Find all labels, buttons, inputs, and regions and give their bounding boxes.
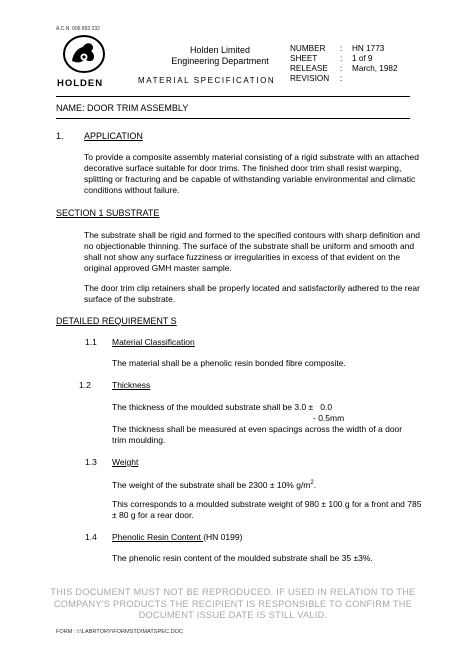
acn-number: A.C.N. 006 893 232 xyxy=(56,26,100,32)
item-title-row xyxy=(112,532,242,543)
item-text-2 xyxy=(112,499,426,521)
meta-sep: : xyxy=(340,64,343,73)
name-divider xyxy=(56,118,410,119)
form-path: FORM : I:\LABRTORY\FORMSTD\MATSPEC.DOC xyxy=(56,629,184,635)
tolerance-lower: - 0.5mm xyxy=(313,413,345,423)
logo-wordmark: HOLDEN xyxy=(57,78,104,89)
application-heading: APPLICATION xyxy=(84,131,143,141)
meta-value: March, 1982 xyxy=(352,64,398,73)
meta-key: SHEET xyxy=(290,54,318,63)
item-number: 1.1 xyxy=(85,337,97,347)
item-text: The material shall be a phenolic resin bonded fibre composite. xyxy=(112,358,346,368)
department-name: Engineering Department xyxy=(171,56,269,66)
item-title-ref: (HN 0199) xyxy=(203,532,243,542)
company-block xyxy=(150,45,290,67)
application-number: 1. xyxy=(56,131,64,141)
reproduction-warning: THIS DOCUMENT MUST NOT BE REPRODUCED. IF USED IN RELATION TO THE COMPANY'S PRODUCTS THE RECIPIENT IS RESPONSIBLE TO CONFIRM THE DOCUMENT ISSUE DATE IS STILL VALID. xyxy=(50,587,416,620)
meta-row-release xyxy=(290,64,398,74)
document-name: NAME: DOOR TRIM ASSEMBLY xyxy=(56,103,189,113)
meta-key: REVISION xyxy=(290,74,330,83)
weight-text: The weight of the substrate shall be 2300 ± 10% g/m xyxy=(112,479,311,490)
item-title: Material Classification xyxy=(112,337,195,347)
company-name: Holden Limited xyxy=(189,45,251,55)
section1-para2: The door trim clip retainers shall be properly located and satisfactorily adhered to the rear surface of the substrate. xyxy=(84,283,420,304)
weight-tail: . xyxy=(313,479,317,490)
section1-para1: The substrate shall be rigid and formed to the specified contours with sharp definition and no objectionable thinning. The surface of the substrate shall be uniform and smooth and shall not show any surface fuzziness or irregularities in excess of that evident on the original approved GMH master sample. xyxy=(84,230,420,273)
detailed-heading: DETAILED REQUIREMENT S xyxy=(56,316,177,326)
meta-key: NUMBER xyxy=(290,44,326,53)
item-number: 1.3 xyxy=(85,457,97,467)
document-meta xyxy=(290,44,398,84)
meta-row-sheet xyxy=(290,54,398,64)
header-divider xyxy=(56,96,410,97)
item-title: Thickness xyxy=(112,380,151,390)
weight-exponent: 2 xyxy=(310,480,314,486)
meta-sep: : xyxy=(340,54,343,63)
meta-row-revision xyxy=(290,74,398,84)
item-text: The thickness of the moulded substrate shall be 3.0 ± 0.0 xyxy=(112,402,333,412)
item-title: Weight xyxy=(112,457,139,467)
meta-value: 1 of 9 xyxy=(352,54,373,63)
meta-key: RELEASE xyxy=(290,64,328,73)
spec-title: MATERIAL SPECIFICATION xyxy=(138,76,276,85)
item-title: Phenolic Resin Content xyxy=(112,532,204,542)
item-text xyxy=(112,478,316,491)
meta-sep: : xyxy=(340,74,343,83)
section1-heading: SECTION 1 SUBSTRATE xyxy=(56,208,160,218)
item-number: 1.2 xyxy=(79,380,91,390)
holden-lion-logo-icon xyxy=(63,35,105,73)
item-text-2: The thickness shall be measured at even spacings across the width of a door trim moulding. xyxy=(112,424,403,445)
weight-correspondence: This corresponds to a moulded substrate weight of 980 ± 100 g for a front and 785 ± 80 g for a rear door. xyxy=(112,499,422,520)
item-text: The phenolic resin content of the moulded substrate shall be 35 ±3%. xyxy=(112,553,373,563)
meta-sep: : xyxy=(340,44,343,53)
item-number: 1.4 xyxy=(85,532,97,542)
meta-value: HN 1773 xyxy=(352,44,385,53)
application-text: To provide a composite assembly material consisting of a rigid substrate with an attached decorative surface suitable for door trims. The finished door trim shall resist warping, splitting or fracturing and be capable of withstanding variable environmental and climatic conditions without failure. xyxy=(84,152,419,195)
meta-row-number xyxy=(290,44,398,54)
